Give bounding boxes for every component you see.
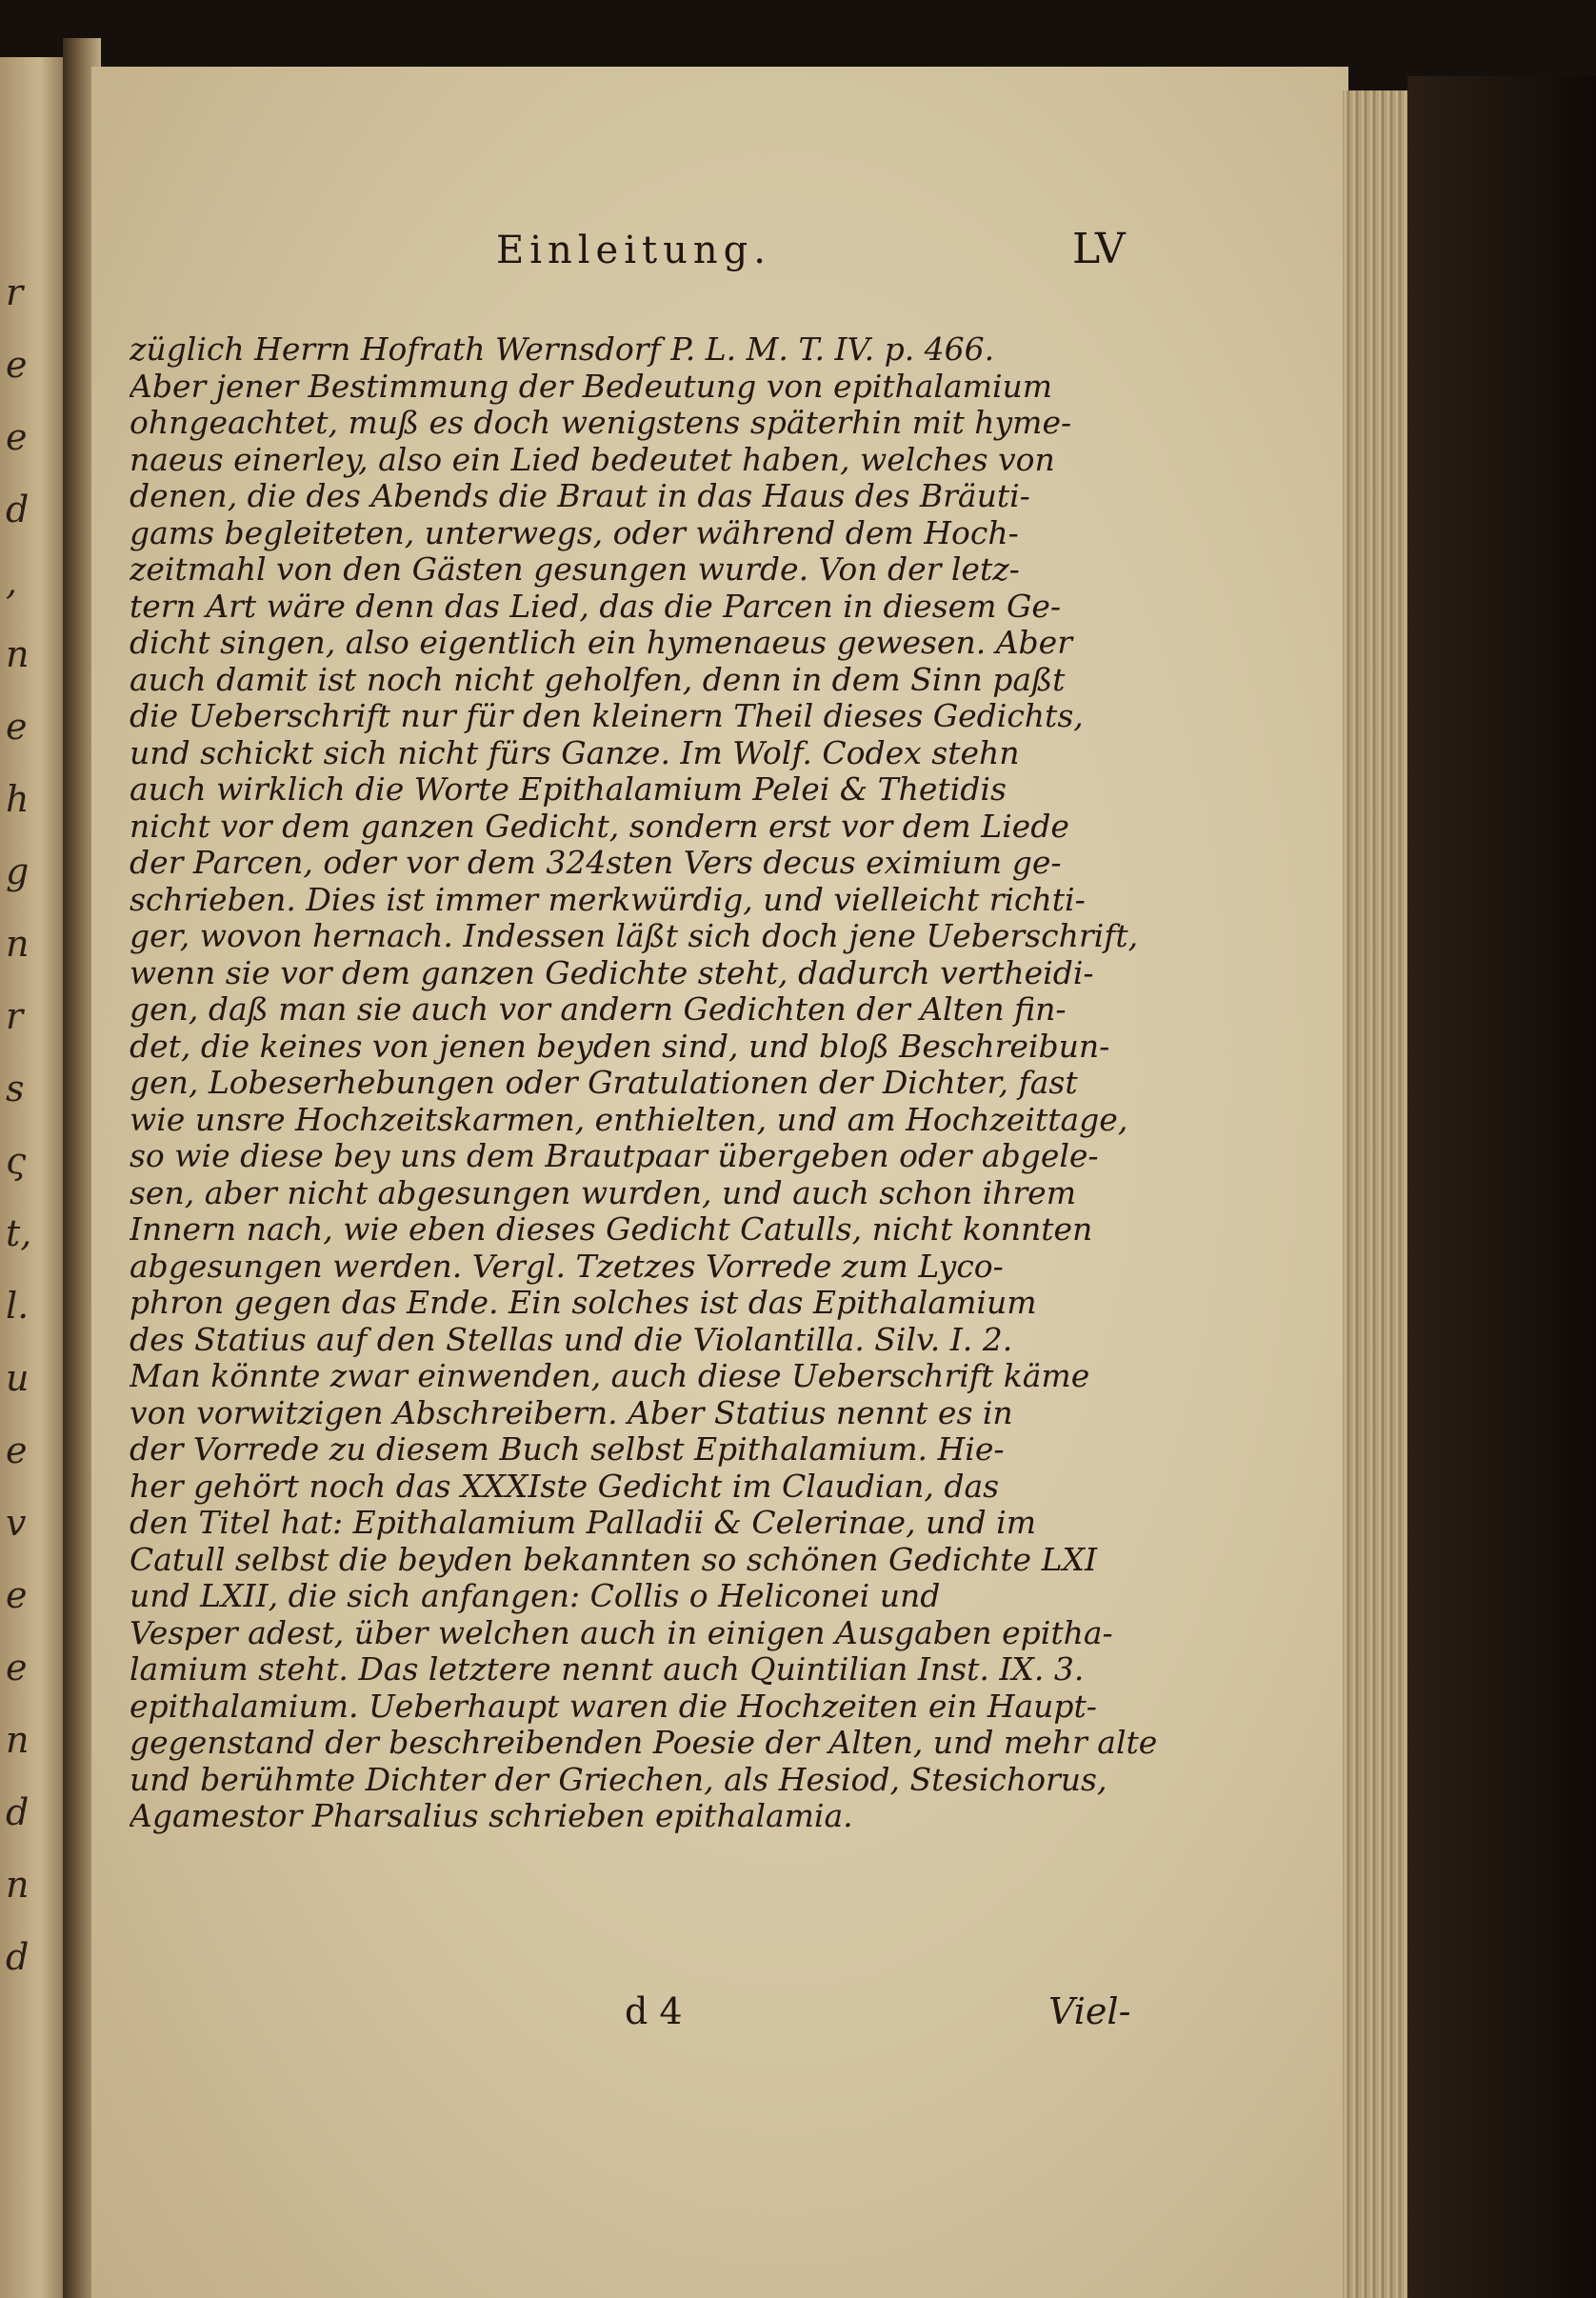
facing-page-fragment: v [6,1502,27,1544]
text-line: die Ueberschrift nur für den kleinern Theil dieses Gedichts, [130,698,1084,734]
facing-page-fragments [0,57,67,2298]
facing-page-fragment: n [6,633,30,675]
facing-page-fragment: n [6,1719,30,1761]
facing-page-fragment: u [6,1357,30,1399]
text-line: gen, Lobeserhebungen oder Gratulationen der Dichter, fast [130,1065,1078,1101]
text-line: gams begleiteten, unterwegs, oder während dem Hoch- [130,514,1019,551]
text-line: tern Art wäre denn das Lied, das die Parcen in diesem Ge- [130,588,1061,625]
facing-page-fragment: r [6,995,24,1037]
facing-page-fragment: e [6,706,28,748]
facing-page-fragment: , [6,561,18,603]
text-line: nicht vor dem ganzen Gedicht, sondern erst vor dem Liede [130,808,1069,845]
text-line: dicht singen, also eigentlich ein hymenaeus gewesen. Aber [130,625,1072,661]
body-text [130,331,1306,1835]
facing-page-fragment: d [6,1936,30,1978]
text-line: ohngeachtet, muß es doch wenigstens späterhin mit hyme- [130,405,1072,441]
text-line: phron gegen das Ende. Ein solches ist das Epithalamium [130,1285,1037,1321]
text-line: wie unsre Hochzeitskarmen, enthielten, und am Hochzeittage, [130,1101,1128,1138]
text-line: und berühmte Dichter der Griechen, als Hesiod, Stesichorus, [130,1761,1107,1798]
text-line: det, die keines von jenen beyden sind, und bloß Beschreibun- [130,1028,1110,1065]
text-line: der Vorrede zu diesem Buch selbst Epithalamium. Hie- [130,1431,1005,1468]
text-line: lamium steht. Das letztere nennt auch Quintilian Inst. IX. 3. [130,1651,1085,1688]
text-line: naeus einerley, also ein Lied bedeutet haben, welches von [130,441,1055,478]
facing-page-fragment: n [6,923,30,965]
running-title: Einleitung. [496,229,771,272]
text-line: den Titel hat: Epithalamium Palladii & Celerinae, und im [130,1505,1037,1541]
text-line: sen, aber nicht abgesungen wurden, und auch schon ihrem [130,1174,1076,1211]
facing-page-fragment: e [6,1429,28,1471]
text-line: denen, die des Abends die Braut in das Haus des Bräuti- [130,478,1030,514]
facing-page-fragment: e [6,344,28,386]
text-line: her gehört noch das XXXIste Gedicht im Claudian, das [130,1468,1000,1505]
facing-page-edge [0,57,67,2298]
facing-page-fragment: d [6,489,30,530]
text-line: und schickt sich nicht fürs Ganze. Im Wolf. Codex stehn [130,734,1020,771]
text-line: abgesungen werden. Vergl. Tzetzes Vorrede zum Lyco- [130,1248,1004,1285]
running-header [91,225,1348,286]
facing-page-fragment: e [6,1574,28,1616]
facing-page-fragment: ς [6,1140,27,1182]
text-line: gen, daß man sie auch vor andern Gedichten der Alten fin- [130,991,1067,1028]
text-line: auch damit ist noch nicht geholfen, denn in dem Sinn paßt [130,661,1066,698]
catchword: Viel- [1048,1990,1131,2032]
facing-page-fragment: r [6,271,24,313]
text-line: von vorwitzigen Abschreibern. Aber Statius nennt es in [130,1394,1013,1431]
book-cover [1407,76,1596,2298]
text-line: und LXII, die sich anfangen: Collis o Heliconei und [130,1578,941,1614]
text-line: schrieben. Dies ist immer merkwürdig, und vielleicht richti- [130,881,1086,918]
facing-page-fragment: s [6,1068,25,1109]
text-line: auch wirklich die Worte Epithalamium Pelei & Thetidis [130,771,1007,808]
text-line: Catull selbst die beyden bekannten so schönen Gedichte LXI [130,1541,1098,1578]
page-footer [91,1990,1348,2048]
text-line: ger, wovon hernach. Indessen läßt sich doch jene Ueberschrift, [130,918,1139,954]
facing-page-fragment: t, [6,1212,32,1254]
book-page [91,67,1348,2298]
text-line: so wie diese bey uns dem Brautpaar übergeben oder abgele- [130,1138,1099,1174]
facing-page-fragment: h [6,778,30,820]
facing-page-fragment: e [6,1647,28,1689]
page-block-edges [1343,90,1409,2298]
text-line: gegenstand der beschreibenden Poesie der Alten, und mehr alte [130,1725,1158,1761]
text-line: Vesper adest, über welchen auch in einigen Ausgaben epitha- [130,1614,1113,1651]
facing-page-fragment: e [6,416,28,458]
facing-page-fragment: n [6,1864,30,1906]
text-line: epithalamium. Ueberhaupt waren die Hochzeiten ein Haupt- [130,1688,1097,1725]
text-line: Aber jener Bestimmung der Bedeutung von epithalamium [130,368,1053,405]
text-line: zeitmahl von den Gästen gesungen wurde. Von der letz- [130,551,1020,588]
text-line: Innern nach, wie eben dieses Gedicht Catulls, nicht konnten [130,1211,1093,1248]
facing-page-fragment: d [6,1791,30,1833]
text-line: wenn sie vor dem ganzen Gedichte steht, dadurch vertheidi- [130,954,1094,991]
facing-page-fragment: g [6,850,30,892]
page-number: LV [1072,225,1126,273]
text-line: der Parcen, oder vor dem 324sten Vers decus eximium ge- [130,845,1062,881]
signature-mark: d 4 [625,1990,683,2032]
text-line: des Statius auf den Stellas und die Violantilla. Silv. I. 2. [130,1321,1013,1358]
text-line: Agamestor Pharsalius schrieben epithalamia. [130,1798,853,1834]
text-line: Man könnte zwar einwenden, auch diese Ueberschrift käme [130,1358,1090,1394]
facing-page-fragment: l. [6,1285,30,1327]
text-line: züglich Herrn Hofrath Wernsdorf P. L. M. T. IV. p. 466. [130,331,995,368]
